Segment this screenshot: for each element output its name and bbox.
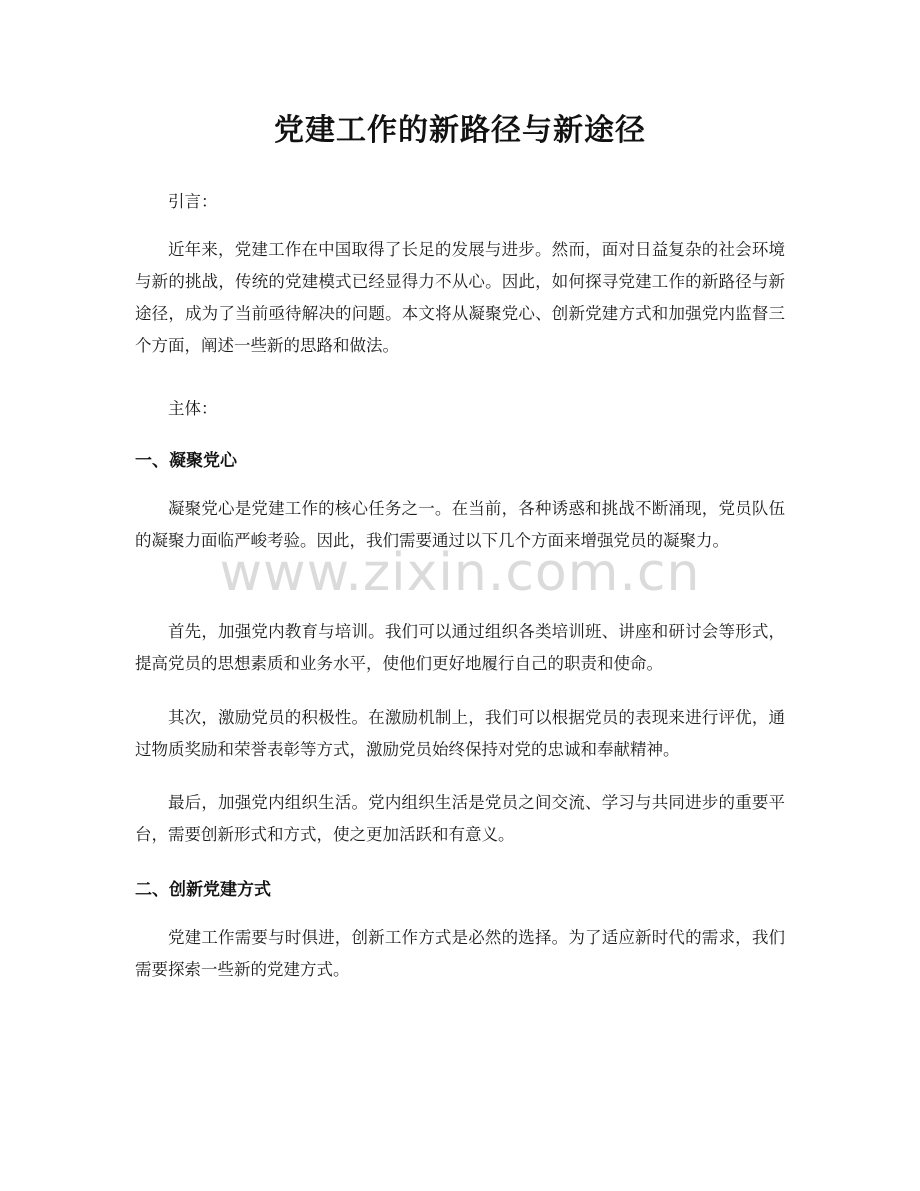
section1-paragraph-2: 首先，加强党内教育与培训。我们可以通过组织各类培训班、讲座和研讨会等形式，提高党员的思想素质和业务水平，使他们更好地履行自己的职责和使命。 <box>135 622 785 673</box>
section-heading-2: 二、创新党建方式 <box>135 880 271 900</box>
intro-paragraph: 近年来，党建工作在中国取得了长足的发展与进步。然而，面对日益复杂的社会环境与新的挑战，传统的党建模式已经显得力不从心。因此，如何探寻党建工作的新路径与新途径，成为了当前亟待解决的问题。本文将从凝聚党心、创新党建方式和加强党内监督三个方面，阐述一些新的思路和做法。 <box>135 240 785 355</box>
section1-paragraph-4: 最后，加强党内组织生活。党内组织生活是党员之间交流、学习与共同进步的重要平台，需要创新形式和方式，使之更加活跃和有意义。 <box>135 793 785 844</box>
document-title: 党建工作的新路径与新途径 <box>274 113 646 148</box>
section1-paragraph-1: 凝聚党心是党建工作的核心任务之一。在当前，各种诱惑和挑战不断涌现，党员队伍的凝聚力面临严峻考验。因此，我们需要通过以下几个方面来增强党员的凝聚力。 <box>135 499 785 550</box>
section1-paragraph-3: 其次，激励党员的积极性。在激励机制上，我们可以根据党员的表现来进行评优，通过物质奖励和荣誉表彰等方式，激励党员始终保持对党的忠诚和奉献精神。 <box>135 708 785 759</box>
body-label: 主体： <box>168 399 218 418</box>
watermark: www.zixin.com.cn <box>219 543 701 603</box>
intro-label: 引言： <box>168 192 218 211</box>
section2-paragraph-1: 党建工作需要与时俱进，创新工作方式是必然的选择。为了适应新时代的需求，我们需要探索一些新的党建方式。 <box>135 928 785 979</box>
section-heading-1: 一、凝聚党心 <box>135 451 237 471</box>
